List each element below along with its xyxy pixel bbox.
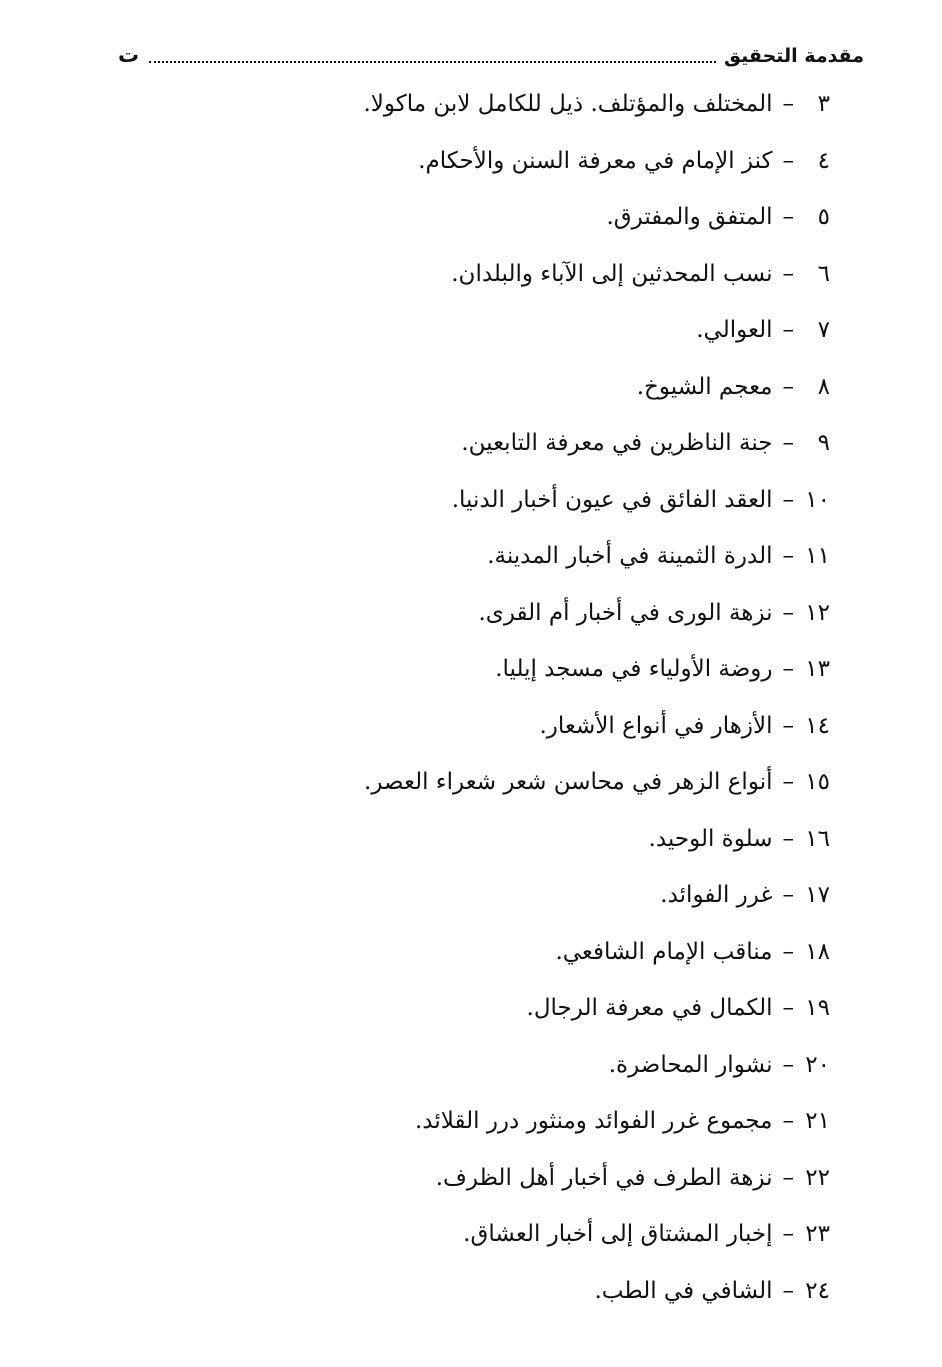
item-number: ٧ <box>817 317 830 344</box>
list-item <box>60 1093 830 1150</box>
item-title: نزهة الورى في أخبار أم القرى. <box>478 599 773 626</box>
item-dash: – <box>782 1051 794 1078</box>
item-dash: – <box>782 486 794 513</box>
item-title: الشافي في الطب. <box>594 1277 773 1304</box>
list-item <box>60 698 830 755</box>
item-dash: – <box>782 1277 794 1304</box>
item-dash: – <box>782 882 794 909</box>
works-list <box>60 76 830 1319</box>
item-title: معجم الشيوخ. <box>636 373 773 400</box>
list-item <box>60 924 830 981</box>
item-number: ١٩ <box>805 995 830 1022</box>
list-item <box>60 980 830 1037</box>
item-title: مجموع غرر الفوائد ومنثور درر القلائد. <box>414 1108 773 1135</box>
item-dash: – <box>782 769 794 796</box>
item-number: ٨ <box>817 373 830 400</box>
list-item <box>60 415 830 472</box>
item-number: ١٨ <box>805 938 830 965</box>
list-item <box>60 811 830 868</box>
item-number: ١٤ <box>805 712 830 739</box>
item-number: ١٢ <box>805 599 830 626</box>
item-title: العوالي. <box>696 317 773 344</box>
item-dash: – <box>782 656 794 683</box>
list-item <box>60 302 830 359</box>
item-dash: – <box>782 938 794 965</box>
item-number: ١١ <box>805 543 830 570</box>
item-title: غرر الفوائد. <box>660 882 773 909</box>
list-item <box>60 246 830 303</box>
header-dot-leader <box>149 61 716 63</box>
item-dash: – <box>782 260 794 287</box>
item-title: كنز الإمام في معرفة السنن والأحكام. <box>418 147 773 174</box>
item-title: المختلف والمؤتلف. ذيل للكامل لابن ماكولا. <box>363 91 773 118</box>
item-title: نزهة الطرف في أخبار أهل الظرف. <box>435 1164 773 1191</box>
page-header <box>118 34 864 66</box>
page-number: ت <box>118 43 140 67</box>
list-item <box>60 641 830 698</box>
item-number: ١٦ <box>805 825 830 852</box>
item-dash: – <box>782 599 794 626</box>
item-number: ٢٢ <box>805 1164 830 1191</box>
item-title: أنواع الزهر في محاسن شعر شعراء العصر. <box>364 769 773 796</box>
list-item <box>60 1037 830 1094</box>
item-number: ٤ <box>817 147 830 174</box>
item-title: روضة الأولياء في مسجد إيليا. <box>495 656 773 683</box>
item-title: جنة الناظرين في معرفة التابعين. <box>461 430 773 457</box>
item-dash: – <box>782 317 794 344</box>
list-item <box>60 133 830 190</box>
item-title: نسب المحدثين إلى الآباء والبلدان. <box>451 260 773 287</box>
item-number: ٢١ <box>805 1108 830 1135</box>
item-dash: – <box>782 204 794 231</box>
item-dash: – <box>782 825 794 852</box>
item-title: الدرة الثمينة في أخبار المدينة. <box>487 543 773 570</box>
item-dash: – <box>782 430 794 457</box>
list-item <box>60 754 830 811</box>
list-item <box>60 472 830 529</box>
item-dash: – <box>782 995 794 1022</box>
item-number: ٣ <box>817 91 830 118</box>
list-item <box>60 528 830 585</box>
item-number: ٢٠ <box>805 1051 830 1078</box>
item-title: إخبار المشتاق إلى أخبار العشاق. <box>463 1221 773 1248</box>
item-number: ٦ <box>817 260 830 287</box>
list-item <box>60 76 830 133</box>
running-header-title: مقدمة التحقيق <box>724 45 864 67</box>
item-number: ٢٣ <box>805 1221 830 1248</box>
item-number: ٥ <box>817 204 830 231</box>
item-title: الكمال في معرفة الرجال. <box>526 995 773 1022</box>
item-number: ١٥ <box>805 769 830 796</box>
item-title: نشوار المحاضرة. <box>608 1051 773 1078</box>
list-item <box>60 867 830 924</box>
item-dash: – <box>782 147 794 174</box>
list-item <box>60 1150 830 1207</box>
item-dash: – <box>782 1221 794 1248</box>
item-title: مناقب الإمام الشافعي. <box>555 938 773 965</box>
item-title: المتفق والمفترق. <box>606 204 773 231</box>
list-item <box>60 1263 830 1320</box>
item-dash: – <box>782 373 794 400</box>
item-number: ١٧ <box>805 882 830 909</box>
item-dash: – <box>782 543 794 570</box>
list-item <box>60 585 830 642</box>
list-item <box>60 359 830 416</box>
item-dash: – <box>782 1108 794 1135</box>
item-number: ٩ <box>817 430 830 457</box>
item-number: ١٣ <box>805 656 830 683</box>
item-title: سلوة الوحيد. <box>648 825 773 852</box>
item-number: ٢٤ <box>805 1277 830 1304</box>
list-item <box>60 189 830 246</box>
item-title: الأزهار في أنواع الأشعار. <box>539 712 773 739</box>
item-number: ١٠ <box>805 486 830 513</box>
item-dash: – <box>782 91 794 118</box>
item-dash: – <box>782 712 794 739</box>
item-title: العقد الفائق في عيون أخبار الدنيا. <box>451 486 773 513</box>
item-dash: – <box>782 1164 794 1191</box>
list-item <box>60 1206 830 1263</box>
